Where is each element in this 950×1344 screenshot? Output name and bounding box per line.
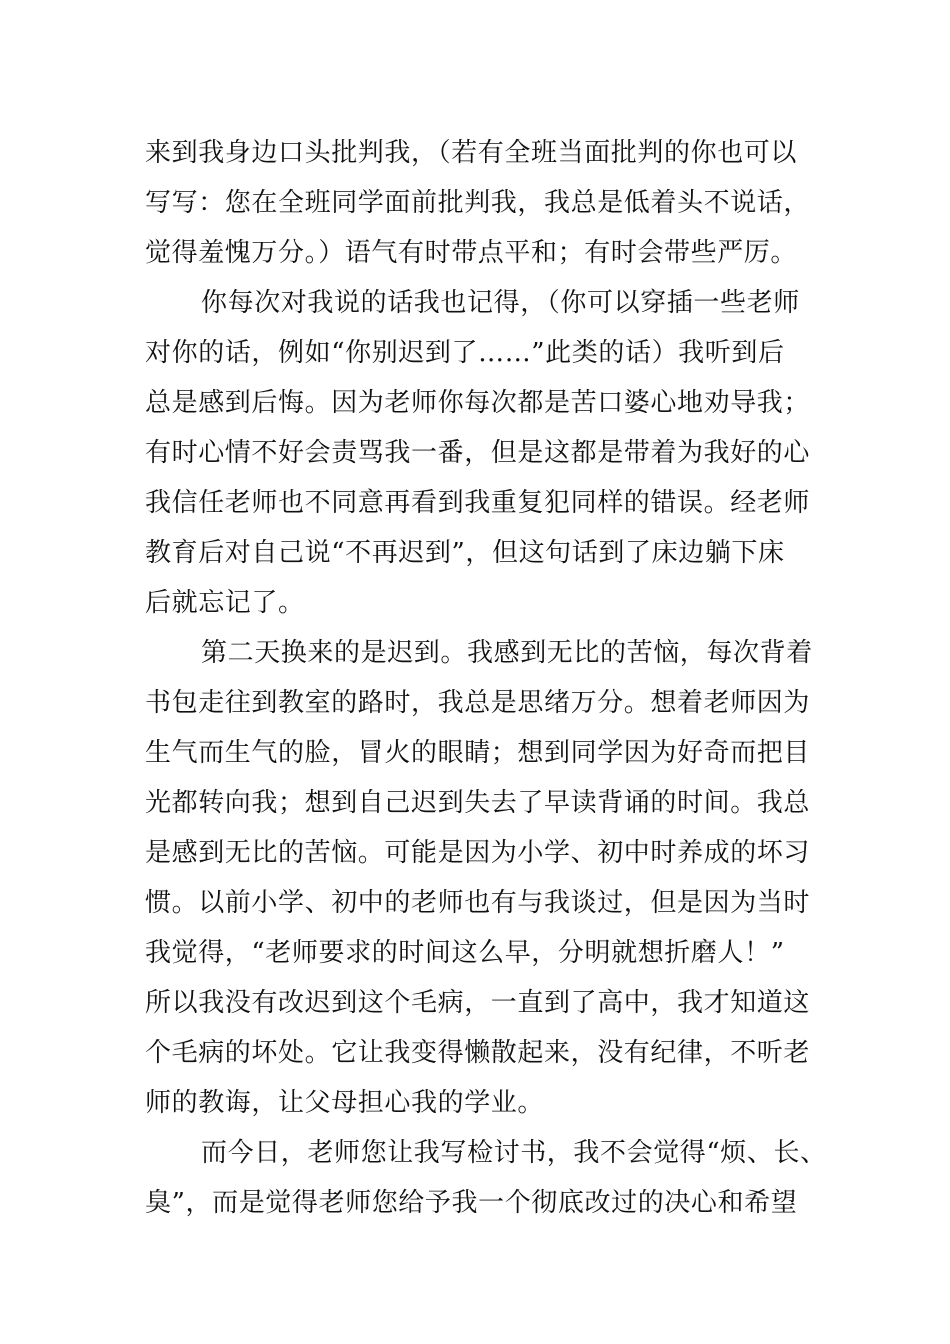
text-line: 对你的话，例如“你别迟到了……”此类的话）我听到后 [145,338,785,368]
text-line: 光都转向我；想到自己迟到失去了早读背诵的时间。我总 [145,788,811,818]
text-line: 生气而生气的脸，冒火的眼睛；想到同学因为好奇而把目 [145,738,811,768]
text-line: 是感到无比的苦恼。可能是因为小学、初中时养成的坏习 [145,838,811,868]
text-line: 来到我身边口头批判我，（若有全班当面批判的你也可以 [145,138,798,168]
text-line: 师的教诲，让父母担心我的学业。 [145,1088,545,1118]
paragraph-first-line: 而今日，老师您让我写检讨书，我不会觉得“烦、长、 [201,1138,827,1168]
text-line: 惯。以前小学、初中的老师也有与我谈过，但是因为当时 [145,888,811,918]
text-line: 后就忘记了。 [145,588,305,618]
text-line: 我觉得，“老师要求的时间这么早，分明就想折磨人！” [145,938,785,968]
text-line: 臭”，而是觉得老师您给予我一个彻底改过的决心和希望 [145,1188,798,1218]
text-line: 觉得羞愧万分。）语气有时带点平和；有时会带些严厉。 [145,238,798,268]
text-line: 总是感到后悔。因为老师你每次都是苦口婆心地劝导我； [145,388,811,418]
body-text [145,128,845,1228]
text-line: 书包走往到教室的路时，我总是思绪万分。想着老师因为 [145,688,811,718]
paragraph-first-line: 第二天换来的是迟到。我感到无比的苦恼，每次背着 [201,638,813,668]
text-line: 所以我没有改迟到这个毛病，一直到了高中，我才知道这 [145,988,811,1018]
paragraph-first-line: 你每次对我说的话我也记得，（你可以穿插一些老师 [201,288,800,318]
text-line: 个毛病的坏处。它让我变得懒散起来，没有纪律，不听老 [145,1038,811,1068]
text-line: 写写：您在全班同学面前批判我，我总是低着头不说话， [145,188,811,218]
text-line: 我信任老师也不同意再看到我重复犯同样的错误。经老师 [145,488,811,518]
text-line: 有时心情不好会责骂我一番，但是这都是带着为我好的心 [145,438,811,468]
text-line: 教育后对自己说“不再迟到”，但这句话到了床边躺下床 [145,538,785,568]
